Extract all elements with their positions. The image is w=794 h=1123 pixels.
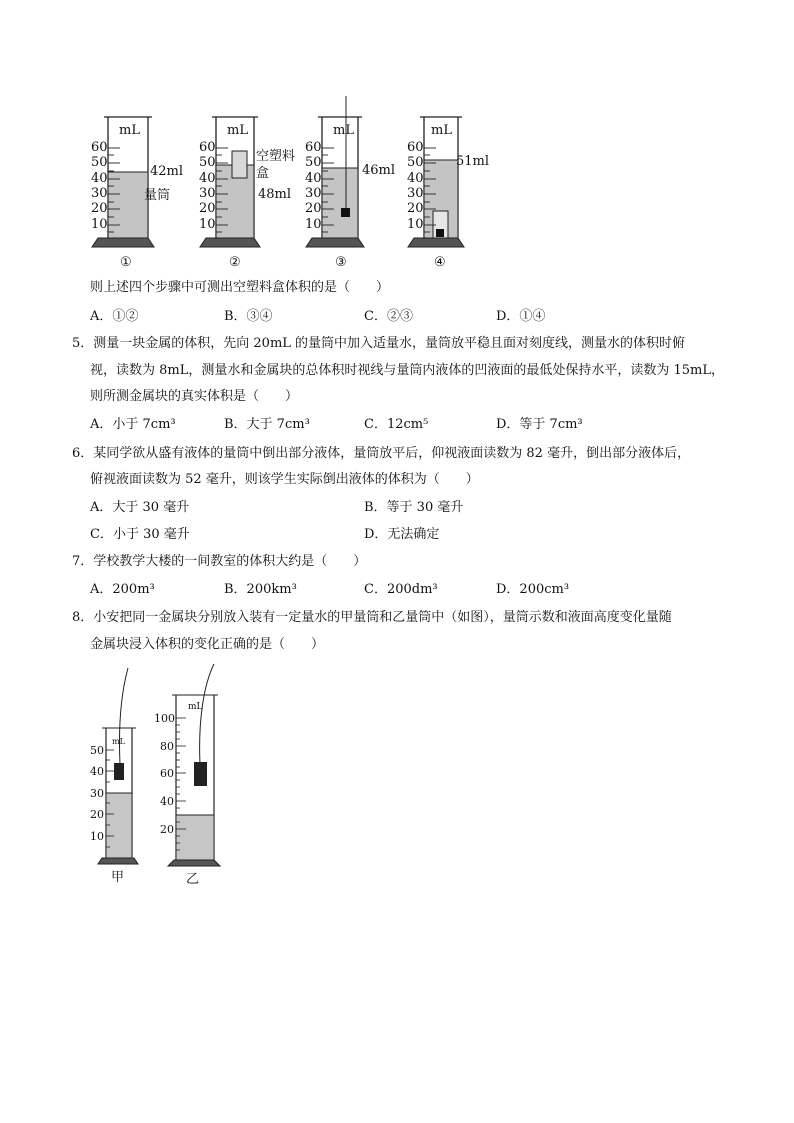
q7-option-a[interactable]: A．200m³ (90, 582, 155, 597)
q7-option-c[interactable]: C．200dm³ (364, 582, 438, 597)
cyl3-unit: mL (333, 123, 354, 138)
q6-option-a[interactable]: A．大于 30 毫升 (90, 500, 190, 515)
q4-option-a[interactable]: A．①② (90, 309, 139, 324)
cyl1-reading: 42ml (150, 164, 184, 179)
q5-option-b[interactable]: B．大于 7cm³ (224, 417, 310, 432)
cyl2-tick-10: 10 (199, 217, 216, 232)
yi-tick-40: 40 (160, 795, 174, 808)
cyl1-tick-20: 20 (91, 201, 108, 216)
jia-tick-40: 40 (90, 765, 104, 778)
q7-option-d[interactable]: D．200cm³ (496, 582, 570, 597)
q6-text-line1: 6．某同学欲从盛有液体的量筒中倒出部分液体，量筒放平后，仰视液面读数为 82 毫升，倒出部分液体后， (72, 446, 691, 461)
yi-tick-60: 60 (160, 767, 174, 780)
yi-tick-100: 100 (154, 712, 175, 725)
q5-option-c[interactable]: C．12cm⁵ (364, 417, 429, 432)
q4-option-b[interactable]: B．③④ (224, 309, 273, 324)
q5-text-line1: 5．测量一块金属的体积，先向 20mL 的量筒中加入适量水，量筒放平稳且面对刻度线，测量水的体积时俯 (72, 336, 686, 351)
q4-option-c[interactable]: C．②③ (364, 309, 413, 324)
cyl4-tick-60: 60 (407, 140, 424, 155)
cyl1-name: 量筒 (144, 188, 171, 203)
jia-unit: mL (112, 737, 125, 746)
cyl4-tick-40: 40 (407, 171, 424, 186)
q7-option-b[interactable]: B．200km³ (224, 582, 297, 597)
cyl2-caption: ② (229, 255, 241, 270)
yi-unit: mL (188, 702, 203, 712)
cyl1-tick-60: 60 (91, 140, 108, 155)
jia-tick-30: 30 (90, 787, 104, 800)
cyl2-tick-40: 40 (199, 171, 216, 186)
cyl4-tick-30: 30 (407, 186, 424, 201)
cyl2-reading: 48ml (258, 187, 292, 202)
q8-text-line1: 8．小安把同一金属块分别放入装有一定量水的甲量筒和乙量筒中（如图），量筒示数和液面高度变化量随 (72, 610, 672, 625)
cyl3-reading: 46ml (362, 163, 396, 178)
yi-tick-80: 80 (160, 740, 174, 753)
jia-tick-10: 10 (90, 830, 104, 843)
cyl4-tick-50: 50 (407, 155, 424, 170)
cyl1-caption: ① (120, 255, 132, 270)
q6-text-line2: 俯视液面读数为 52 毫升，则该学生实际倒出液体的体积为（ ） (90, 472, 479, 487)
cyl4-tick-10: 10 (407, 217, 424, 232)
yi-tick-20: 20 (160, 823, 174, 836)
q5-text-line2: 视，读数为 8mL，测量水和金属块的总体积时视线与量筒内液体的凹液面的最低处保持水平，读数为 15mL， (90, 363, 724, 378)
cyl3-tick-10: 10 (305, 217, 322, 232)
cyl1-tick-50: 50 (91, 155, 108, 170)
cyl2-tick-30: 30 (199, 186, 216, 201)
jia-caption: 甲 (111, 870, 125, 885)
cyl2-tick-60: 60 (199, 140, 216, 155)
cyl3-tick-30: 30 (305, 186, 322, 201)
cyl1-tick-40: 40 (91, 171, 108, 186)
q4-figures (0, 0, 794, 280)
cylinder-jia (98, 668, 138, 864)
q5-option-a[interactable]: A．小于 7cm³ (90, 417, 176, 432)
cyl3-caption: ③ (335, 255, 347, 270)
q6-option-c[interactable]: C．小于 30 毫升 (90, 527, 190, 542)
cyl4-unit: mL (431, 123, 452, 138)
cylinder-yi (168, 664, 220, 866)
cyl3-tick-20: 20 (305, 201, 322, 216)
q7-text: 7．学校教学大楼的一间教室的体积大约是（ ） (72, 554, 367, 569)
q8-text-line2: 金属块浸入体积的变化正确的是（ ） (90, 637, 325, 652)
q4-prompt: 则上述四个步骤中可测出空塑料盒体积的是（ ） (90, 280, 390, 295)
cyl1-tick-30: 30 (91, 186, 108, 201)
q8-figures (0, 650, 260, 900)
cyl2-object-label: 空塑料盒 (256, 149, 296, 181)
cyl3-tick-50: 50 (305, 155, 322, 170)
cyl1-tick-10: 10 (91, 217, 108, 232)
cyl4-caption: ④ (434, 255, 446, 270)
q5-option-d[interactable]: D．等于 7cm³ (496, 417, 583, 432)
cyl4-reading: 51ml (456, 154, 490, 169)
cyl3-tick-40: 40 (305, 171, 322, 186)
jia-tick-20: 20 (90, 808, 104, 821)
cyl2-unit: mL (227, 123, 248, 138)
cyl4-tick-20: 20 (407, 201, 424, 216)
yi-caption: 乙 (186, 872, 200, 887)
q5-text-line3: 则所测金属块的真实体积是（ ） (90, 389, 299, 404)
q6-option-b[interactable]: B．等于 30 毫升 (364, 500, 464, 515)
q6-option-d[interactable]: D．无法确定 (364, 527, 440, 542)
q4-option-d[interactable]: D．①④ (496, 309, 546, 324)
jia-tick-50: 50 (90, 744, 104, 757)
cyl2-tick-20: 20 (199, 201, 216, 216)
cyl2-tick-50: 50 (199, 155, 216, 170)
cyl3-tick-60: 60 (305, 140, 322, 155)
cyl1-unit: mL (119, 123, 140, 138)
